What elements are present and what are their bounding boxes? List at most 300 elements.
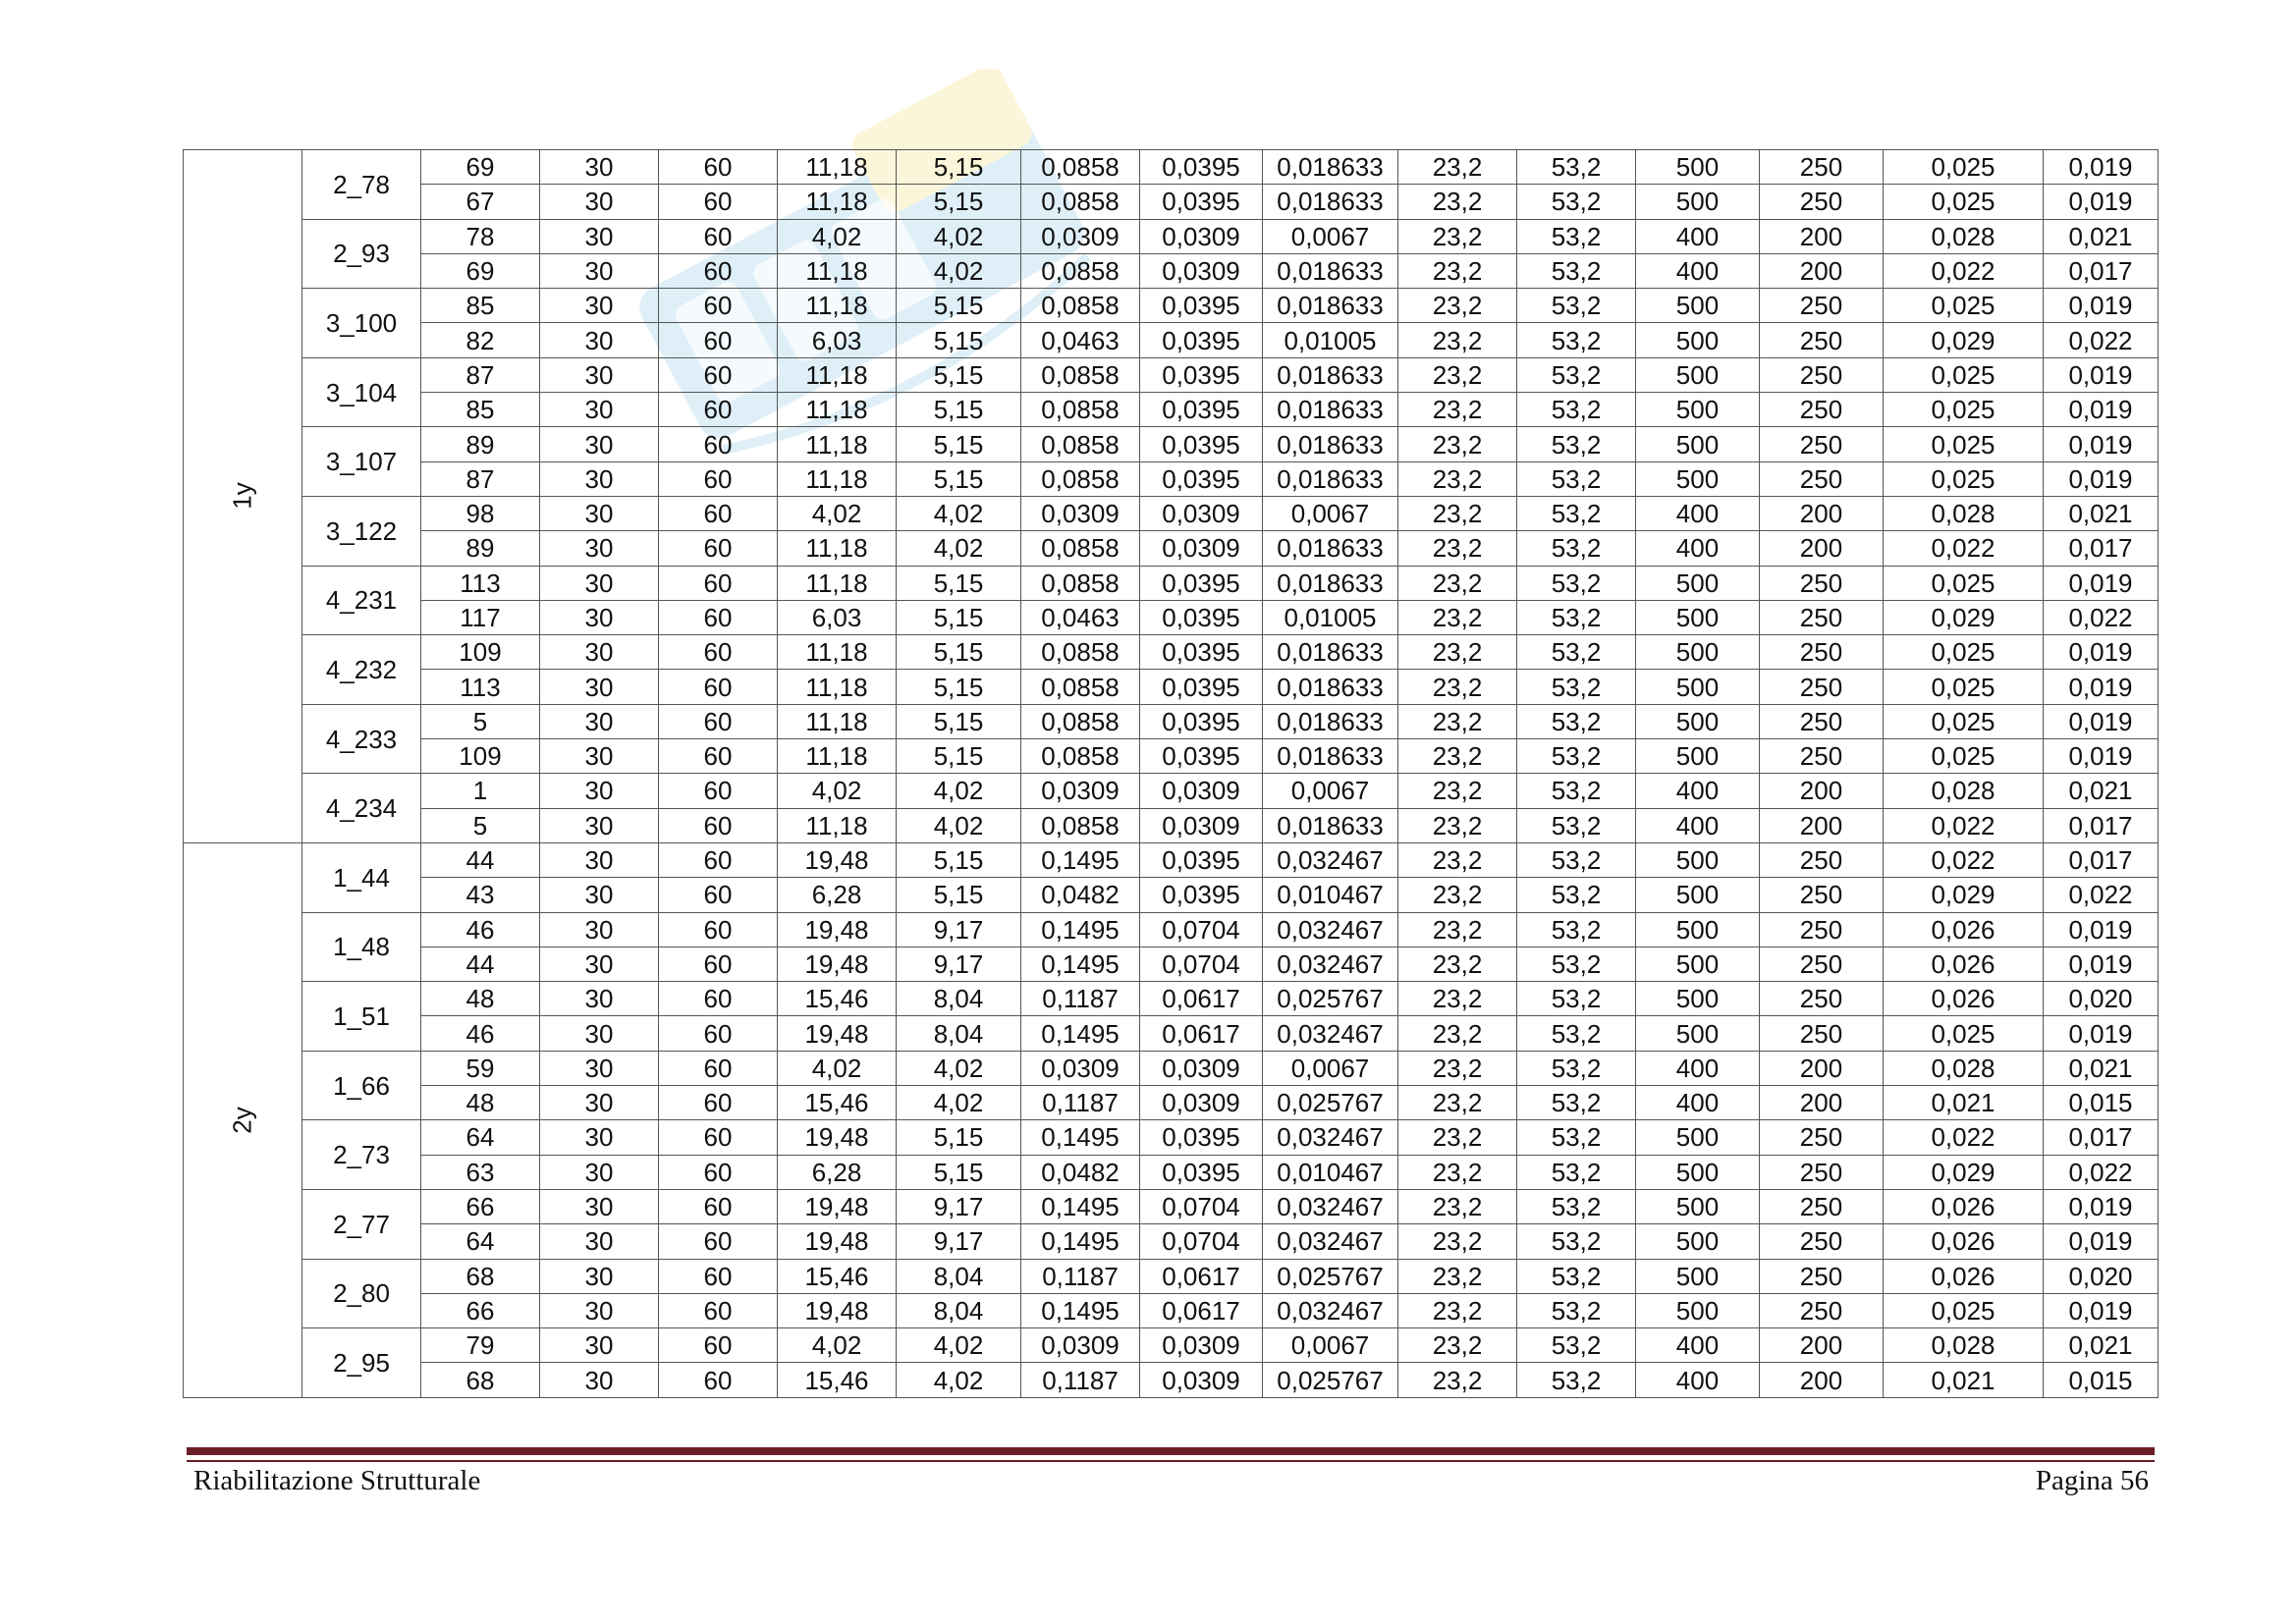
table-cell: 4,02 [778, 774, 897, 808]
table-cell: 250 [1760, 739, 1884, 774]
table-cell: 6,28 [778, 878, 897, 912]
table-cell: 500 [1636, 1293, 1760, 1327]
table-cell: 0,022 [2044, 1155, 2159, 1189]
table-cell: 0,0395 [1140, 289, 1263, 323]
table-cell: 250 [1760, 461, 1884, 496]
table-cell: 30 [540, 496, 659, 530]
table-cell: 500 [1636, 393, 1760, 427]
table-cell: 60 [659, 531, 778, 566]
table-row [184, 1120, 2159, 1155]
table-cell: 0,018633 [1263, 808, 1398, 842]
table-cell: 53,2 [1517, 496, 1636, 530]
table-cell: 500 [1636, 1224, 1760, 1259]
table-cell: 0,019 [2044, 150, 2159, 185]
table-cell: 30 [540, 1224, 659, 1259]
table-cell: 46 [421, 912, 540, 947]
table-cell: 30 [540, 670, 659, 704]
table-cell: 4,02 [897, 531, 1021, 566]
table-cell: 0,029 [1884, 323, 2044, 357]
table-cell: 400 [1636, 496, 1760, 530]
table-cell: 0,0067 [1263, 219, 1398, 253]
table-cell: 0,025767 [1263, 982, 1398, 1016]
table-cell: 60 [659, 1293, 778, 1327]
table-cell: 30 [540, 357, 659, 392]
table-cell: 400 [1636, 1363, 1760, 1397]
table-row [184, 531, 2159, 566]
table-cell: 500 [1636, 912, 1760, 947]
table-cell: 30 [540, 427, 659, 461]
table-cell: 53,2 [1517, 1155, 1636, 1189]
element-id-cell: 4_234 [302, 774, 421, 843]
table-cell: 0,0858 [1021, 635, 1140, 670]
table-cell: 9,17 [897, 1224, 1021, 1259]
table-cell: 30 [540, 323, 659, 357]
table-cell: 64 [421, 1120, 540, 1155]
table-cell: 82 [421, 323, 540, 357]
table-cell: 11,18 [778, 253, 897, 288]
table-cell: 30 [540, 982, 659, 1016]
table-cell: 250 [1760, 289, 1884, 323]
table-cell: 0,1495 [1021, 1016, 1140, 1051]
table-cell: 0,017 [2044, 531, 2159, 566]
table-cell: 53,2 [1517, 842, 1636, 877]
table-cell: 0,0617 [1140, 982, 1263, 1016]
table-cell: 87 [421, 461, 540, 496]
table-cell: 0,1495 [1021, 1293, 1140, 1327]
table-cell: 19,48 [778, 1293, 897, 1327]
table-cell: 23,2 [1398, 1155, 1517, 1189]
table-cell: 30 [540, 947, 659, 981]
table-cell: 5,15 [897, 635, 1021, 670]
table-cell: 4,02 [897, 496, 1021, 530]
table-cell: 250 [1760, 357, 1884, 392]
table-cell: 500 [1636, 1189, 1760, 1223]
table-row [184, 150, 2159, 185]
table-cell: 0,0858 [1021, 253, 1140, 288]
table-cell: 250 [1760, 947, 1884, 981]
table-cell: 30 [540, 1051, 659, 1085]
table-cell: 500 [1636, 704, 1760, 738]
table-cell: 0,018633 [1263, 739, 1398, 774]
table-row [184, 600, 2159, 634]
table-cell: 0,0858 [1021, 289, 1140, 323]
table-cell: 5,15 [897, 842, 1021, 877]
table-cell: 11,18 [778, 427, 897, 461]
table-cell: 53,2 [1517, 1363, 1636, 1397]
table-cell: 53,2 [1517, 1293, 1636, 1327]
table-cell: 23,2 [1398, 1293, 1517, 1327]
table-cell: 0,029 [1884, 600, 2044, 634]
table-cell: 30 [540, 150, 659, 185]
page-number: Pagina 56 [2035, 1465, 2149, 1496]
table-cell: 23,2 [1398, 842, 1517, 877]
table-cell: 11,18 [778, 808, 897, 842]
table-row [184, 739, 2159, 774]
table-cell: 500 [1636, 947, 1760, 981]
table-cell: 0,1495 [1021, 1224, 1140, 1259]
table-cell: 30 [540, 566, 659, 600]
table-cell: 44 [421, 947, 540, 981]
table-cell: 60 [659, 496, 778, 530]
table-cell: 0,025 [1884, 704, 2044, 738]
table-cell: 30 [540, 1086, 659, 1120]
table-cell: 1 [421, 774, 540, 808]
table-cell: 11,18 [778, 393, 897, 427]
table-cell: 8,04 [897, 982, 1021, 1016]
table-cell: 400 [1636, 1328, 1760, 1363]
table-cell: 30 [540, 1189, 659, 1223]
table-cell: 250 [1760, 1120, 1884, 1155]
table-cell: 53,2 [1517, 1224, 1636, 1259]
table-cell: 19,48 [778, 1120, 897, 1155]
table-cell: 0,021 [2044, 496, 2159, 530]
table-cell: 250 [1760, 982, 1884, 1016]
table-cell: 53,2 [1517, 1120, 1636, 1155]
table-cell: 0,019 [2044, 427, 2159, 461]
table-cell: 4,02 [897, 219, 1021, 253]
table-cell: 0,032467 [1263, 912, 1398, 947]
table-cell: 0,025 [1884, 1293, 2044, 1327]
table-cell: 200 [1760, 496, 1884, 530]
table-cell: 60 [659, 947, 778, 981]
table-cell: 60 [659, 1051, 778, 1085]
table-cell: 5,15 [897, 150, 1021, 185]
table-cell: 23,2 [1398, 912, 1517, 947]
table-cell: 30 [540, 635, 659, 670]
table-cell: 23,2 [1398, 982, 1517, 1016]
table-cell: 23,2 [1398, 289, 1517, 323]
table-cell: 250 [1760, 912, 1884, 947]
table-cell: 0,018633 [1263, 566, 1398, 600]
table-row [184, 774, 2159, 808]
table-cell: 8,04 [897, 1293, 1021, 1327]
table-cell: 69 [421, 253, 540, 288]
table-cell: 0,022 [2044, 878, 2159, 912]
table-cell: 250 [1760, 1224, 1884, 1259]
group-label-cell [184, 150, 302, 843]
table-cell: 60 [659, 219, 778, 253]
table-cell: 0,021 [2044, 1051, 2159, 1085]
table-row [184, 496, 2159, 530]
table-cell: 0,0858 [1021, 393, 1140, 427]
table-cell: 250 [1760, 878, 1884, 912]
table-cell: 5,15 [897, 185, 1021, 219]
table-cell: 0,022 [1884, 842, 2044, 877]
table-cell: 0,022 [1884, 808, 2044, 842]
table-cell: 0,010467 [1263, 1155, 1398, 1189]
table-cell: 11,18 [778, 289, 897, 323]
table-cell: 500 [1636, 878, 1760, 912]
table-cell: 59 [421, 1051, 540, 1085]
table-cell: 0,01005 [1263, 600, 1398, 634]
table-cell: 0,1495 [1021, 1120, 1140, 1155]
table-cell: 0,0482 [1021, 1155, 1140, 1189]
table-cell: 0,018633 [1263, 704, 1398, 738]
table-cell: 113 [421, 566, 540, 600]
table-row [184, 427, 2159, 461]
table-cell: 0,0858 [1021, 150, 1140, 185]
table-row [184, 670, 2159, 704]
table-cell: 30 [540, 774, 659, 808]
table-cell: 53,2 [1517, 670, 1636, 704]
table-cell: 0,018633 [1263, 393, 1398, 427]
table-cell: 11,18 [778, 566, 897, 600]
table-row [184, 1224, 2159, 1259]
table-cell: 0,019 [2044, 670, 2159, 704]
table-cell: 400 [1636, 253, 1760, 288]
table-cell: 23,2 [1398, 323, 1517, 357]
group-label-cell [184, 842, 302, 1397]
table-cell: 250 [1760, 1189, 1884, 1223]
table-cell: 0,018633 [1263, 185, 1398, 219]
table-cell: 0,0704 [1140, 1224, 1263, 1259]
table-row [184, 323, 2159, 357]
table-cell: 30 [540, 531, 659, 566]
element-id-cell: 1_66 [302, 1051, 421, 1120]
table-cell: 98 [421, 496, 540, 530]
table-cell: 0,0309 [1021, 1051, 1140, 1085]
table-cell: 500 [1636, 600, 1760, 634]
table-cell: 53,2 [1517, 912, 1636, 947]
table-cell: 0,018633 [1263, 357, 1398, 392]
table-cell: 0,0395 [1140, 635, 1263, 670]
table-cell: 0,0067 [1263, 1051, 1398, 1085]
table-cell: 0,0309 [1140, 531, 1263, 566]
element-id-cell: 4_232 [302, 635, 421, 705]
table-cell: 63 [421, 1155, 540, 1189]
table-cell: 4,02 [778, 1328, 897, 1363]
table-cell: 500 [1636, 842, 1760, 877]
table-row [184, 1189, 2159, 1223]
table-cell: 0,0309 [1140, 1086, 1263, 1120]
table-row [184, 566, 2159, 600]
table-cell: 0,032467 [1263, 1293, 1398, 1327]
table-cell: 0,0704 [1140, 1189, 1263, 1223]
table-cell: 0,0309 [1140, 1328, 1263, 1363]
table-cell: 5,15 [897, 393, 1021, 427]
table-cell: 0,028 [1884, 496, 2044, 530]
data-table [183, 149, 2159, 1398]
table-cell: 0,0067 [1263, 496, 1398, 530]
table-cell: 0,025767 [1263, 1086, 1398, 1120]
table-cell: 500 [1636, 427, 1760, 461]
table-cell: 0,0309 [1021, 1328, 1140, 1363]
table-row [184, 1259, 2159, 1293]
table-cell: 0,019 [2044, 739, 2159, 774]
table-cell: 500 [1636, 739, 1760, 774]
table-cell: 500 [1636, 461, 1760, 496]
table-cell: 0,018633 [1263, 427, 1398, 461]
table-cell: 0,0309 [1140, 1363, 1263, 1397]
table-cell: 0,0309 [1140, 1051, 1263, 1085]
table-cell: 250 [1760, 635, 1884, 670]
table-cell: 4,02 [897, 1363, 1021, 1397]
table-cell: 0,025 [1884, 566, 2044, 600]
table-row [184, 912, 2159, 947]
table-cell: 11,18 [778, 531, 897, 566]
table-cell: 23,2 [1398, 1051, 1517, 1085]
table-cell: 6,03 [778, 600, 897, 634]
table-cell: 500 [1636, 1120, 1760, 1155]
table-row [184, 1328, 2159, 1363]
table-cell: 23,2 [1398, 1016, 1517, 1051]
table-cell: 0,019 [2044, 357, 2159, 392]
table-cell: 0,0858 [1021, 808, 1140, 842]
table-cell: 0,017 [2044, 808, 2159, 842]
table-cell: 250 [1760, 566, 1884, 600]
table-cell: 0,022 [2044, 323, 2159, 357]
table-cell: 85 [421, 289, 540, 323]
table-cell: 23,2 [1398, 531, 1517, 566]
table-cell: 60 [659, 878, 778, 912]
table-cell: 0,026 [1884, 1189, 2044, 1223]
table-cell: 23,2 [1398, 774, 1517, 808]
table-cell: 60 [659, 1363, 778, 1397]
table-cell: 0,021 [2044, 219, 2159, 253]
table-cell: 53,2 [1517, 393, 1636, 427]
table-cell: 5,15 [897, 704, 1021, 738]
table-cell: 23,2 [1398, 947, 1517, 981]
table-cell: 0,021 [2044, 1328, 2159, 1363]
table-cell: 0,0617 [1140, 1259, 1263, 1293]
table-cell: 23,2 [1398, 357, 1517, 392]
table-cell: 23,2 [1398, 1224, 1517, 1259]
table-cell: 200 [1760, 1328, 1884, 1363]
table-cell: 53,2 [1517, 1189, 1636, 1223]
table-cell: 11,18 [778, 739, 897, 774]
table-cell: 0,021 [2044, 774, 2159, 808]
table-cell: 0,0858 [1021, 461, 1140, 496]
table-cell: 30 [540, 1363, 659, 1397]
table-cell: 23,2 [1398, 253, 1517, 288]
table-cell: 0,028 [1884, 1328, 2044, 1363]
table-cell: 500 [1636, 1016, 1760, 1051]
table-cell: 53,2 [1517, 1051, 1636, 1085]
table-cell: 250 [1760, 1259, 1884, 1293]
table-cell: 23,2 [1398, 1259, 1517, 1293]
table-cell: 500 [1636, 289, 1760, 323]
table-cell: 60 [659, 427, 778, 461]
table-cell: 60 [659, 566, 778, 600]
table-cell: 0,028 [1884, 1051, 2044, 1085]
table-cell: 0,0858 [1021, 185, 1140, 219]
table-cell: 0,0067 [1263, 1328, 1398, 1363]
table-cell: 66 [421, 1189, 540, 1223]
table-cell: 0,025 [1884, 289, 2044, 323]
table-cell: 0,0395 [1140, 842, 1263, 877]
table-cell: 89 [421, 531, 540, 566]
table-cell: 15,46 [778, 1363, 897, 1397]
table-cell: 53,2 [1517, 704, 1636, 738]
table-cell: 0,021 [1884, 1363, 2044, 1397]
table-cell: 109 [421, 739, 540, 774]
table-cell: 4,02 [897, 253, 1021, 288]
table-cell: 0,019 [2044, 566, 2159, 600]
table-cell: 500 [1636, 670, 1760, 704]
table-cell: 11,18 [778, 670, 897, 704]
table-cell: 0,0395 [1140, 1120, 1263, 1155]
table-cell: 30 [540, 842, 659, 877]
table-cell: 0,025 [1884, 670, 2044, 704]
table-cell: 0,010467 [1263, 878, 1398, 912]
table-cell: 200 [1760, 1051, 1884, 1085]
table-cell: 0,0704 [1140, 912, 1263, 947]
table-cell: 19,48 [778, 1189, 897, 1223]
table-cell: 30 [540, 1155, 659, 1189]
table-cell: 0,0858 [1021, 704, 1140, 738]
table-cell: 400 [1636, 808, 1760, 842]
table-cell: 0,0309 [1021, 774, 1140, 808]
table-cell: 500 [1636, 566, 1760, 600]
element-id-cell: 1_44 [302, 842, 421, 912]
table-cell: 5,15 [897, 566, 1021, 600]
table-cell: 250 [1760, 150, 1884, 185]
table-cell: 60 [659, 774, 778, 808]
table-cell: 30 [540, 912, 659, 947]
table-cell: 60 [659, 1224, 778, 1259]
table-cell: 6,28 [778, 1155, 897, 1189]
table-cell: 0,0858 [1021, 357, 1140, 392]
table-cell: 19,48 [778, 1016, 897, 1051]
table-cell: 53,2 [1517, 566, 1636, 600]
table-cell: 53,2 [1517, 531, 1636, 566]
table-cell: 0,026 [1884, 947, 2044, 981]
table-cell: 5,15 [897, 289, 1021, 323]
table-cell: 0,025 [1884, 1016, 2044, 1051]
table-cell: 113 [421, 670, 540, 704]
table-cell: 87 [421, 357, 540, 392]
table-cell: 60 [659, 1086, 778, 1120]
table-cell: 53,2 [1517, 982, 1636, 1016]
table-cell: 0,0617 [1140, 1016, 1263, 1051]
table-cell: 0,026 [1884, 1259, 2044, 1293]
table-cell: 0,025 [1884, 150, 2044, 185]
table-cell: 9,17 [897, 1189, 1021, 1223]
table-cell: 0,025 [1884, 461, 2044, 496]
table-cell: 0,018633 [1263, 289, 1398, 323]
table-cell: 0,019 [2044, 947, 2159, 981]
table-cell: 60 [659, 635, 778, 670]
table-cell: 250 [1760, 704, 1884, 738]
table-cell: 68 [421, 1259, 540, 1293]
table-cell: 0,0395 [1140, 739, 1263, 774]
table-cell: 60 [659, 1328, 778, 1363]
table-cell: 0,028 [1884, 219, 2044, 253]
table-cell: 0,025 [1884, 739, 2044, 774]
table-cell: 0,020 [2044, 1259, 2159, 1293]
table-cell: 23,2 [1398, 1120, 1517, 1155]
table-cell: 5,15 [897, 1120, 1021, 1155]
table-cell: 53,2 [1517, 185, 1636, 219]
table-cell: 53,2 [1517, 600, 1636, 634]
table-cell: 0,019 [2044, 912, 2159, 947]
table-cell: 500 [1636, 185, 1760, 219]
table-cell: 30 [540, 1259, 659, 1293]
table-cell: 9,17 [897, 947, 1021, 981]
element-id-cell: 2_93 [302, 219, 421, 289]
table-cell: 66 [421, 1293, 540, 1327]
table-cell: 30 [540, 1016, 659, 1051]
table-cell: 0,1495 [1021, 1189, 1140, 1223]
table-cell: 60 [659, 289, 778, 323]
table-cell: 53,2 [1517, 289, 1636, 323]
table-cell: 0,0395 [1140, 461, 1263, 496]
element-id-cell: 2_80 [302, 1259, 421, 1328]
table-cell: 30 [540, 808, 659, 842]
table-cell: 78 [421, 219, 540, 253]
table-cell: 30 [540, 253, 659, 288]
table-cell: 0,025767 [1263, 1363, 1398, 1397]
